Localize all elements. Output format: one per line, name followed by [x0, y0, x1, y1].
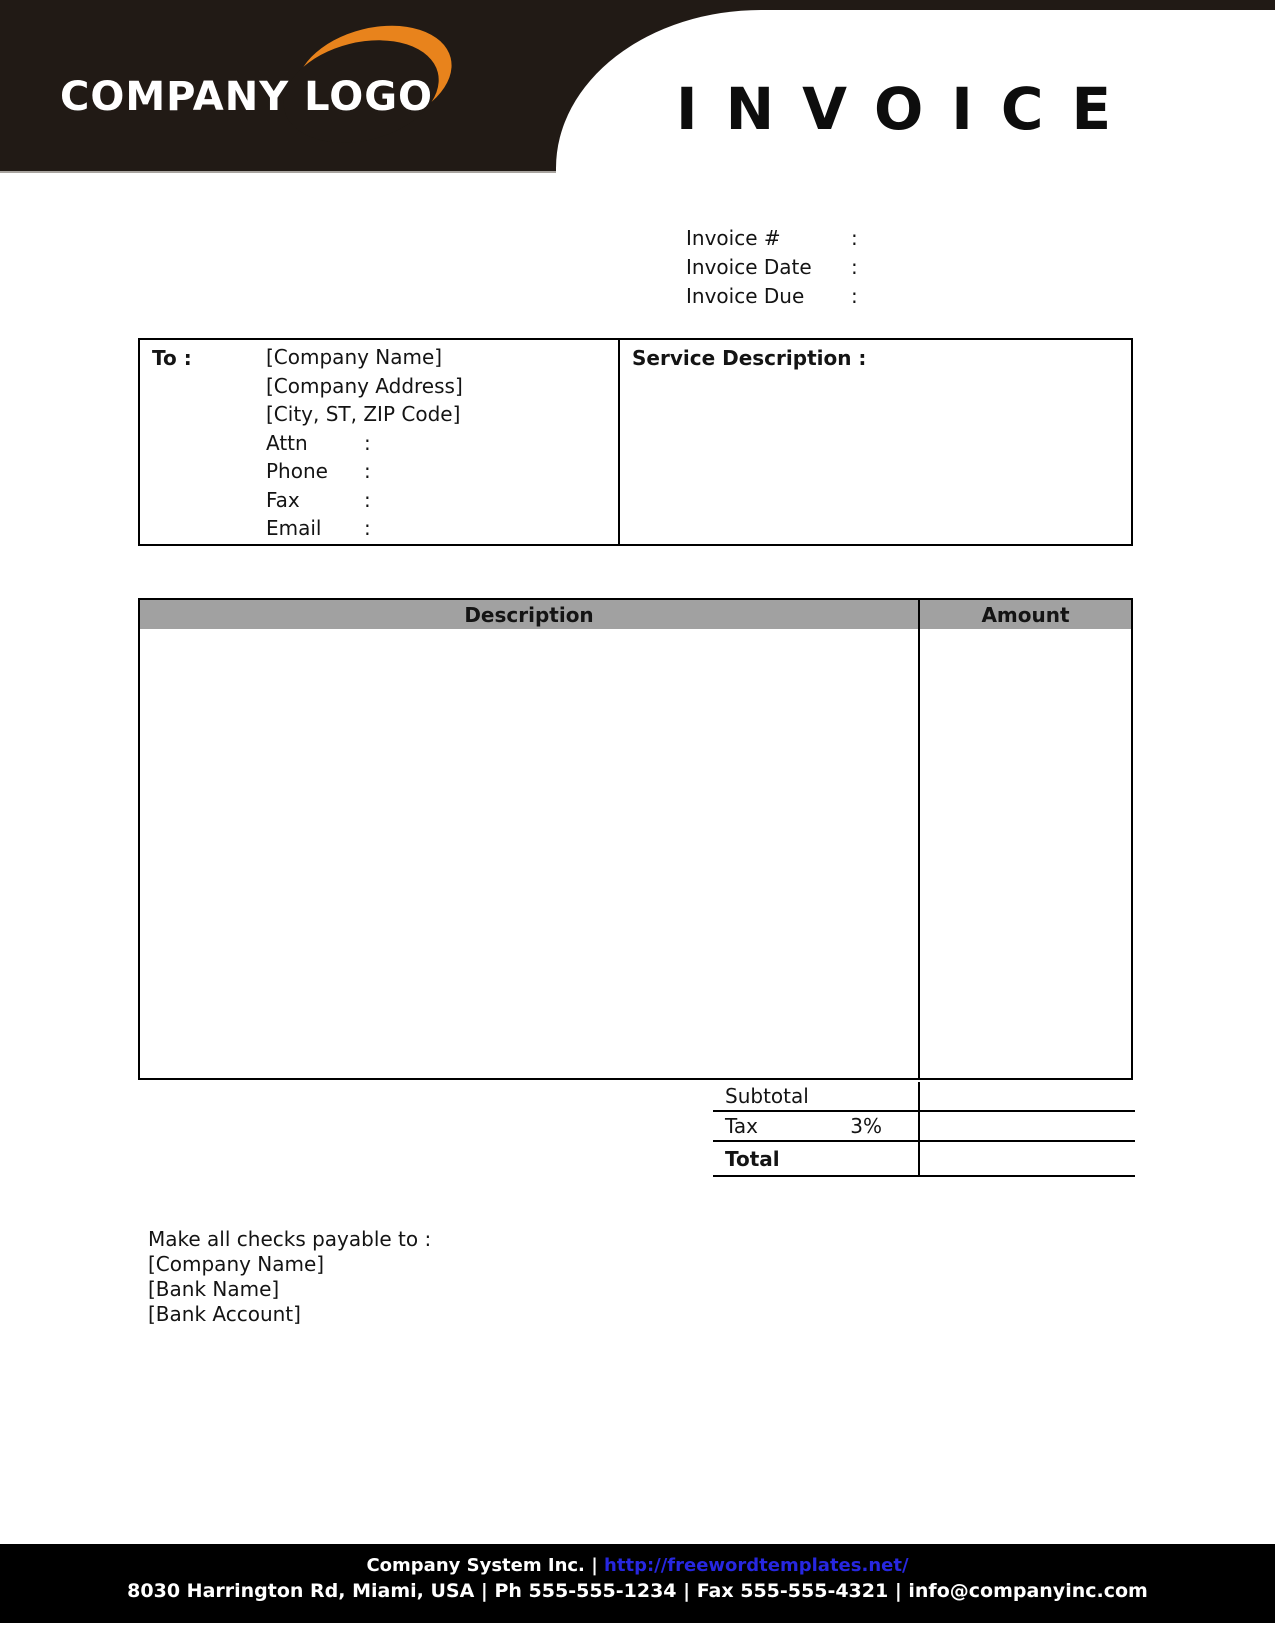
invoice-meta — [686, 224, 1045, 311]
footer-company: Company System Inc. — [366, 1555, 585, 1576]
invoice-date-label: Invoice Date — [686, 255, 812, 279]
city-state-zip-placeholder[interactable]: [City, ST, ZIP Code] — [266, 402, 461, 426]
subtotal-label: Subtotal — [725, 1084, 809, 1108]
page-footer — [0, 1544, 1275, 1623]
tax-rate[interactable]: 3% — [850, 1114, 882, 1138]
phone-colon: : — [364, 459, 371, 483]
service-description-label: Service Description : — [632, 346, 867, 370]
items-table-header — [140, 600, 1131, 629]
footer-company-line — [0, 1544, 1275, 1578]
to-label: To : — [152, 346, 192, 370]
footer-url-link[interactable]: http://freewordtemplates.net/ — [604, 1555, 909, 1576]
attn-row — [266, 429, 463, 458]
invoice-due-value[interactable] — [865, 282, 1045, 311]
payable-company-placeholder[interactable]: [Company Name] — [148, 1252, 325, 1276]
total-label: Total — [725, 1146, 780, 1171]
invoice-number-row — [686, 224, 1045, 253]
footer-separator: | — [591, 1555, 598, 1576]
phone-row — [266, 457, 463, 486]
invoice-due-colon: : — [851, 284, 858, 308]
description-column-header: Description — [464, 602, 594, 627]
service-description-area[interactable] — [618, 340, 1131, 544]
invoice-date-value[interactable] — [865, 253, 1045, 282]
total-label-cell — [713, 1142, 918, 1177]
tax-row — [713, 1112, 1135, 1142]
invoice-number-label: Invoice # — [686, 226, 781, 250]
tax-label-cell — [713, 1112, 918, 1142]
fax-label: Fax — [266, 487, 300, 512]
email-row — [266, 514, 463, 543]
payment-note — [148, 1227, 431, 1327]
invoice-due-label: Invoice Due — [686, 284, 805, 308]
total-amount-cell[interactable] — [918, 1142, 1135, 1177]
amount-body-cell[interactable] — [918, 629, 1131, 1078]
subtotal-amount-cell[interactable] — [918, 1082, 1135, 1112]
bank-account-placeholder[interactable]: [Bank Account] — [148, 1302, 301, 1326]
subtotal-row — [713, 1082, 1135, 1112]
totals-section — [713, 1082, 1135, 1177]
company-logo: COMPANY LOGO — [60, 74, 434, 120]
invoice-date-colon: : — [851, 255, 858, 279]
footer-address-line: 8030 Harrington Rd, Miami, USA | Ph 555-555-1234 | Fax 555-555-4321 | info@companyinc.com — [127, 1580, 1148, 1602]
invoice-number-value[interactable] — [865, 224, 1045, 253]
invoice-date-row — [686, 253, 1045, 282]
tax-amount-cell[interactable] — [918, 1112, 1135, 1142]
recipient-details — [266, 343, 463, 543]
fax-row — [266, 486, 463, 515]
description-body-cell[interactable] — [140, 629, 918, 1078]
invoice-number-colon: : — [851, 226, 858, 250]
email-colon: : — [364, 516, 371, 540]
tax-label: Tax — [725, 1114, 758, 1138]
page-header — [0, 0, 1275, 173]
items-table-body — [140, 629, 1131, 1078]
items-table — [138, 598, 1133, 1080]
invoice-due-row — [686, 282, 1045, 311]
phone-label: Phone — [266, 459, 328, 483]
email-label: Email — [266, 516, 322, 540]
attn-label: Attn — [266, 430, 308, 455]
fax-colon: : — [364, 487, 371, 512]
page-title: INVOICE — [676, 75, 1140, 143]
company-name-placeholder[interactable]: [Company Name] — [266, 345, 443, 369]
checks-payable-heading: Make all checks payable to : — [148, 1227, 432, 1251]
total-row — [713, 1142, 1135, 1177]
company-address-placeholder[interactable]: [Company Address] — [266, 373, 463, 398]
attn-colon: : — [364, 430, 371, 455]
recipient-box — [138, 338, 1133, 546]
amount-column-header: Amount — [918, 600, 1131, 629]
recipient-cell — [140, 340, 618, 544]
bank-name-placeholder[interactable]: [Bank Name] — [148, 1277, 280, 1301]
subtotal-label-cell — [713, 1082, 918, 1112]
